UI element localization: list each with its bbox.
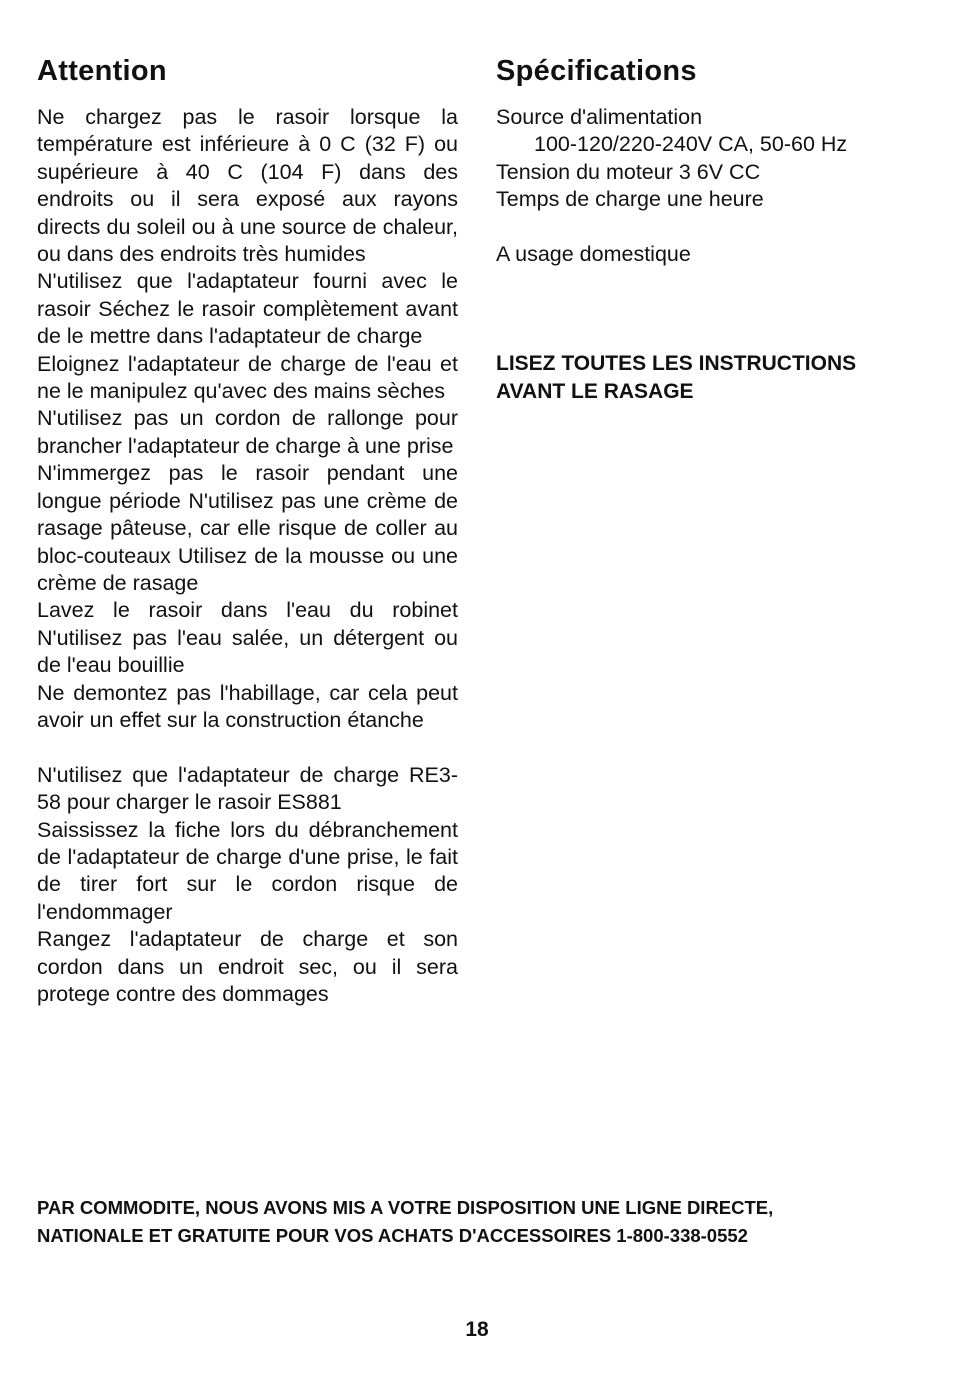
attention-paragraph: Rangez l'adaptateur de charge et son cordon dans un endroit sec, ou il sera protege contre des dommages [37, 927, 458, 1006]
spec-gap [496, 268, 926, 350]
footer-line: NATIONALE ET GRATUITE POUR VOS ACHATS D'ACCESSOIRES 1-800-338-0552 [37, 1224, 748, 1246]
attention-paragraph: Eloignez l'adaptateur de charge de l'eau et ne le manipulez qu'avec des mains sèches [37, 351, 458, 404]
specifications-section [496, 52, 926, 405]
paragraph-gap [37, 734, 458, 761]
attention-paragraph: Ne demontez pas l'habillage, car cela peut avoir un effet sur la construction étanche [37, 680, 458, 732]
attention-paragraph: Lavez le rasoir dans l'eau du robinet N'utilisez pas l'eau salée, un détergent ou de l'eau bouillie [37, 598, 458, 678]
read-instructions-line: AVANT LE RASAGE [496, 379, 694, 403]
spec-gap [496, 214, 926, 241]
attention-section [37, 52, 458, 1008]
page-number: 18 [465, 1318, 489, 1341]
attention-paragraph: N'immergez pas le rasoir pendant une longue période N'utilisez pas une crème de rasage pâteuse, car elle risque de coller au bloc-couteaux Utilisez de la mousse ou une crème de rasage [37, 461, 458, 595]
footer-line: PAR COMMODITE, NOUS AVONS MIS A VOTRE DISPOSITION UNE LIGNE DIRECTE, [37, 1197, 774, 1218]
attention-paragraph: N'utilisez que l'adaptateur fourni avec le rasoir Séchez le rasoir complètement avant de le mettre dans l'adaptateur de charge [37, 269, 458, 349]
accessories-hotline-notice [37, 1194, 917, 1249]
attention-paragraph: Ne chargez pas le rasoir lorsque la température est inférieure à 0 C (32 F) ou supérieure à 40 C (104 F) dans des endroits ou il sera exposé aux rayons directs du soleil ou à une source de chaleur, ou dans des endroits très humides [37, 105, 458, 267]
attention-paragraph: Saississez la fiche lors du débranchement de l'adaptateur de charge d'une prise, le fait de tirer fort sur le cordon risque de l'endommager [37, 817, 458, 924]
specifications-title: Spécifications [496, 55, 697, 87]
attention-paragraph: N'utilisez que l'adaptateur de charge RE3-58 pour charger le rasoir ES881 [37, 762, 458, 815]
attention-title: Attention [37, 55, 167, 87]
power-source-value: 100-120/220-240V CA, 50-60 Hz [534, 132, 848, 157]
motor-voltage: Tension du moteur 3 6V CC [496, 159, 761, 184]
read-instructions-line: LISEZ TOUTES LES INSTRUCTIONS [496, 352, 857, 376]
usage-note: A usage domestique [496, 242, 691, 267]
charge-time: Temps de charge une heure [496, 187, 764, 212]
power-source-label: Source d'alimentation [496, 105, 703, 129]
attention-paragraph: N'utilisez pas un cordon de rallonge pour brancher l'adaptateur de charge à une prise [37, 406, 458, 458]
